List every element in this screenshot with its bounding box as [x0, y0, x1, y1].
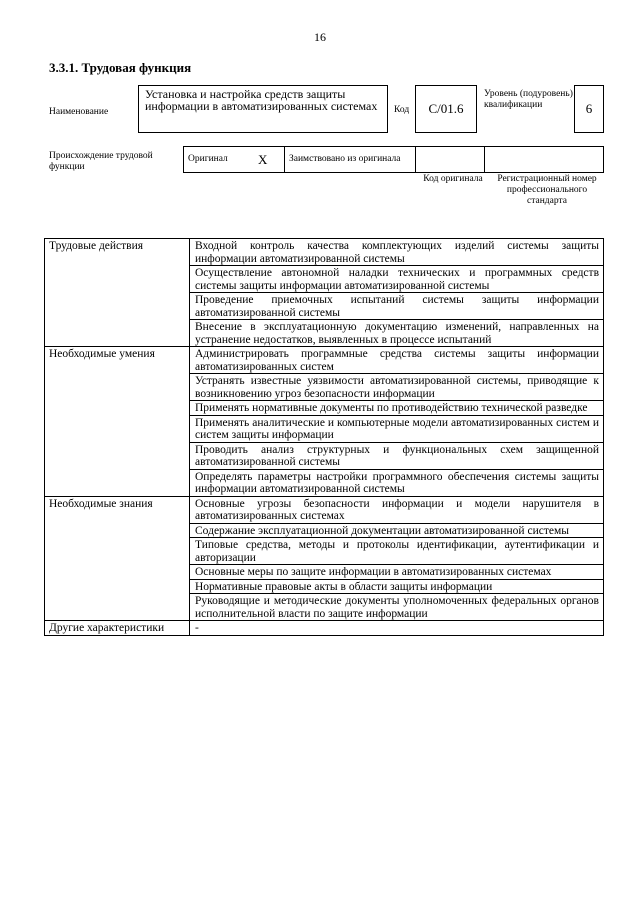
item-cell: Основные угрозы безопасности информации и модели нарушителя в автоматизированных системах	[190, 496, 604, 523]
function-code: С/01.6	[428, 101, 464, 116]
item-cell: Администрировать программные средства системы защиты информации автоматизированных систем	[190, 347, 604, 374]
item-cell: Внесение в эксплуатационную документацию изменений, направленных на устранение недостатков, выявленных в процессе испытаний	[190, 320, 604, 347]
category-cell: Трудовые действия	[45, 239, 190, 347]
borrowed-cell	[285, 147, 416, 173]
level-label: Уровень (подуровень) квалификации	[484, 89, 573, 110]
item-cell: Осуществление автономной наладки технических и программных средств системы защиты информации автоматизированной системы	[190, 266, 604, 293]
section-title: 3.3.1. Трудовая функция	[49, 60, 192, 75]
item-cell: Применять аналитические и компьютерные модели автоматизированных систем и систем защиты информации	[190, 415, 604, 442]
item-cell: Устранять известные уязвимости автоматизированной системы, приводящие к возникновению угроз безопасности информации	[190, 374, 604, 401]
reg-number-caption: Регистрационный номер профессионального стандарта	[497, 174, 597, 206]
item-cell: Руководящие и методические документы уполномоченных федеральных органов исполнительной власти по защите информации	[190, 594, 604, 621]
code-original-cell	[416, 147, 485, 173]
item-cell: Определять параметры настройки программного обеспечения системы защиты информации автоматизированной системы	[190, 469, 604, 496]
category-cell: Необходимые знания	[45, 496, 190, 621]
page-number: 16	[314, 30, 326, 44]
table-row	[45, 347, 604, 374]
original-label-cell	[184, 147, 255, 173]
code-label: Код	[394, 105, 410, 115]
item-cell: Проводить анализ структурных и функциональных схем защищенной автоматизированной системы	[190, 442, 604, 469]
borrowed-label: Заимствовано из оригинала	[289, 154, 401, 164]
origin-table	[183, 146, 604, 173]
item-cell: Проведение приемочных испытаний системы защиты информации автоматизированной системы	[190, 293, 604, 320]
item-cell: Нормативные правовые акты в области защиты информации	[190, 579, 604, 594]
table-row	[45, 621, 604, 636]
category-cell: Необходимые умения	[45, 347, 190, 497]
qualification-level-box	[574, 85, 604, 133]
item-cell: Содержание эксплуатационной документации автоматизированной системы	[190, 523, 604, 538]
category-cell: Другие характеристики	[45, 621, 190, 636]
qualification-level: 6	[585, 101, 593, 116]
name-label: Наименование	[49, 107, 109, 117]
reg-number-cell	[485, 147, 604, 173]
item-cell: Основные меры по защите информации в автоматизированных системах	[190, 565, 604, 580]
function-details-table	[44, 238, 604, 636]
item-cell: Применять нормативные документы по противодействию технической разведке	[190, 401, 604, 416]
code-original-caption: Код оригинала	[423, 174, 483, 184]
item-cell: Входной контроль качества комплектующих изделий системы защиты информации автоматизированной системы	[190, 239, 604, 266]
table-row	[45, 496, 604, 523]
table-row	[45, 239, 604, 266]
item-cell: -	[190, 621, 604, 636]
original-mark-cell	[254, 147, 285, 173]
function-name-box	[138, 85, 388, 133]
original-label: Оригинал	[188, 154, 228, 164]
origin-label: Происхождение трудовой функции	[49, 151, 153, 172]
function-code-box	[415, 85, 477, 133]
original-mark: X	[258, 152, 268, 167]
function-name: Установка и настройка средств защиты информации в автоматизированных системах	[145, 87, 378, 113]
item-cell: Типовые средства, методы и протоколы идентификации, аутентификации и авторизации	[190, 538, 604, 565]
